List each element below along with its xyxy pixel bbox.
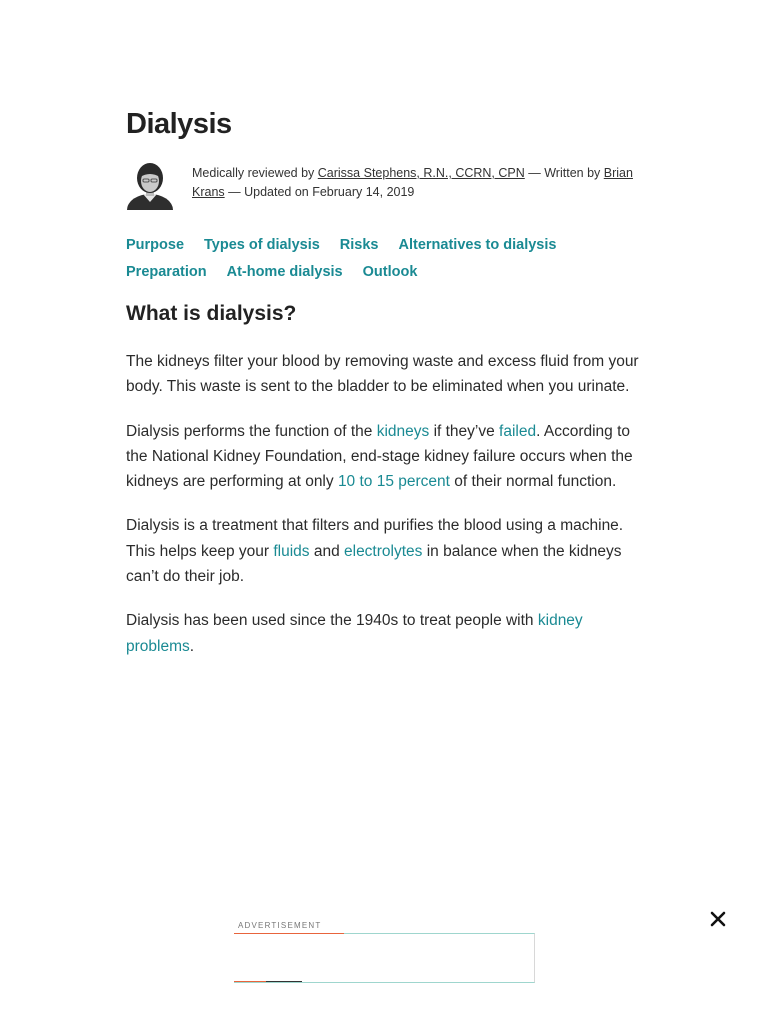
byline-text (192, 164, 646, 202)
avatar (126, 160, 174, 210)
advertisement (234, 920, 536, 984)
paragraph-1: The kidneys filter your blood by removing waste and excess fluid from your body. This waste is sent to the bladder to be eliminated when you urinate. (126, 353, 639, 396)
ad-accent-line (234, 933, 344, 934)
link-failed[interactable]: failed (499, 422, 537, 440)
paragraph-text: Dialysis is a treatment that filters and purifies the blood using a machine. This helps keep your (126, 517, 624, 560)
table-of-contents (126, 232, 646, 286)
close-icon (708, 909, 728, 929)
ad-slot[interactable] (234, 933, 535, 983)
link-electrolytes[interactable]: electrolytes (344, 542, 423, 560)
toc-link-outlook[interactable]: Outlook (362, 264, 418, 280)
toc-link-purpose[interactable]: Purpose (126, 237, 185, 253)
paragraph-text: and (309, 542, 344, 560)
link-kidneys[interactable]: kidneys (376, 422, 430, 440)
toc-link-risks[interactable]: Risks (339, 237, 379, 253)
paragraph-text: Dialysis performs the function of the (126, 422, 377, 440)
ad-accent-line (234, 981, 266, 982)
toc-link-alternatives[interactable]: Alternatives to dialysis (398, 237, 557, 253)
paragraph-3 (126, 513, 646, 589)
reviewer-link[interactable]: Carissa Stephens, R.N., CCRN, CPN (317, 166, 525, 180)
ad-label: ADVERTISEMENT (238, 921, 322, 930)
paragraph-text: if they’ve (429, 422, 500, 440)
paragraph-text: in balance when the kidneys can’t do their job. (126, 542, 622, 586)
paragraph-text: . According to the National Kidney Foundation, end-stage kidney failure occurs when the kidneys are performing at only (126, 422, 633, 491)
toc-link-preparation[interactable]: Preparation (126, 264, 207, 280)
paragraph-text: of their normal function. (449, 473, 617, 491)
paragraph-4 (126, 608, 646, 659)
paragraph-text: Dialysis has been used since the 1940s to treat people with (126, 612, 538, 630)
author-link[interactable]: Brian Krans (192, 166, 633, 199)
updated-date: — Updated on February 14, 2019 (228, 185, 415, 199)
link-fluids[interactable]: fluids (273, 542, 310, 560)
byline (126, 160, 646, 212)
link-kidney-problems[interactable]: kidney problems (126, 612, 583, 655)
ad-accent-line (266, 981, 302, 982)
written-prefix: — Written by (528, 166, 601, 180)
paragraph-text: . (189, 637, 195, 655)
toc-link-types[interactable]: Types of dialysis (204, 237, 320, 253)
toc-link-at-home[interactable]: At-home dialysis (226, 264, 343, 280)
article-body (126, 349, 646, 678)
link-10-to-15-percent[interactable]: 10 to 15 percent (337, 473, 450, 491)
section-heading: What is dialysis? (126, 302, 297, 325)
reviewed-prefix: Medically reviewed by (192, 166, 315, 180)
close-ad-button[interactable] (708, 909, 728, 929)
paragraph-2 (126, 419, 646, 495)
page-title: Dialysis (126, 108, 232, 140)
